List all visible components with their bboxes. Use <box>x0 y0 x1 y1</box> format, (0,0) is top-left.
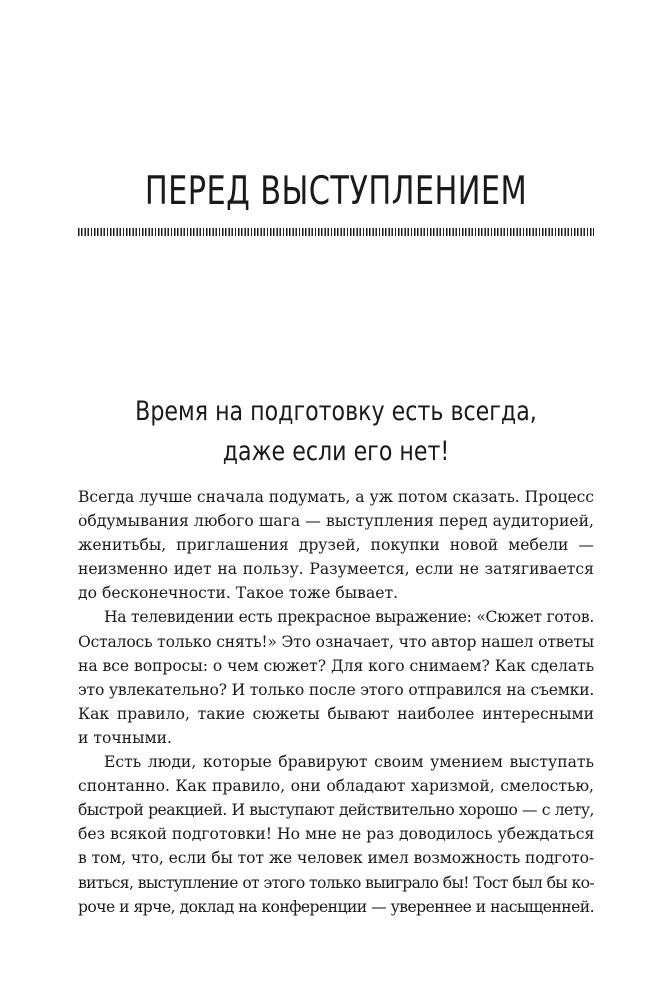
paragraph-line: и точными. <box>78 728 172 747</box>
chapter-title-rule <box>78 228 594 236</box>
paragraph-line: роче и ярче, доклад на конференции — увереннее и насыщенней. <box>78 897 594 916</box>
paragraph-line: на все вопросы: о чем сюжет? Для кого снимаем? Как сделать <box>78 656 595 675</box>
section-heading <box>60 392 611 472</box>
paragraph-3 <box>78 750 594 919</box>
paragraph-line: до бесконечности. Такое тоже бывает. <box>78 584 399 603</box>
paragraph-line: неизменно идет на пользу. Разумеется, если не затягивается <box>78 560 594 579</box>
section-heading-line-1: Время на подготовку есть всегда, <box>135 396 537 427</box>
paragraph-line: в том, что, если бы тот же человек имел возможность подгото- <box>78 849 594 868</box>
chapter-title: ПЕРЕД ВЫСТУПЛЕНИЕМ <box>144 169 528 214</box>
paragraph-line: виться, выступление от этого только выиграло бы! Тост был бы ко- <box>78 873 594 892</box>
section-heading-line-2: даже если его нет! <box>222 436 450 467</box>
paragraph-line: без всякой подготовки! Но мне не раз доводилось убеждаться <box>78 825 595 844</box>
paragraph-line: это увлекательно? И только после этого отправился на съемки. <box>78 680 595 699</box>
paragraph-line: женитьбы, приглашения друзей, покупки новой мебели — <box>78 536 594 555</box>
paragraph-line: обдумывания любого шага — выступления перед аудиторией, <box>78 512 594 531</box>
paragraph-2 <box>78 605 594 750</box>
paragraph-line: быстрой реакцией. И выступают действительно хорошо — с лету, <box>78 801 594 820</box>
paragraph-line: спонтанно. Как правило, они обладают харизмой, смелостью, <box>78 777 594 796</box>
paragraph-line: Всегда лучше сначала подумать, а уж потом сказать. Процесс <box>78 488 594 506</box>
body-text <box>78 485 594 919</box>
paragraph-line: На телевидении есть прекрасное выражение: «Сюжет готов. <box>104 608 594 627</box>
paragraph-line: Есть люди, которые бравируют своим умением выступать <box>104 753 594 772</box>
paragraph-line: Осталось только снять!» Это означает, что автор нашел ответы <box>78 632 594 651</box>
paragraph-line: Как правило, такие сюжеты бывают наиболее интересными <box>78 704 594 723</box>
paragraph-1 <box>78 485 594 605</box>
